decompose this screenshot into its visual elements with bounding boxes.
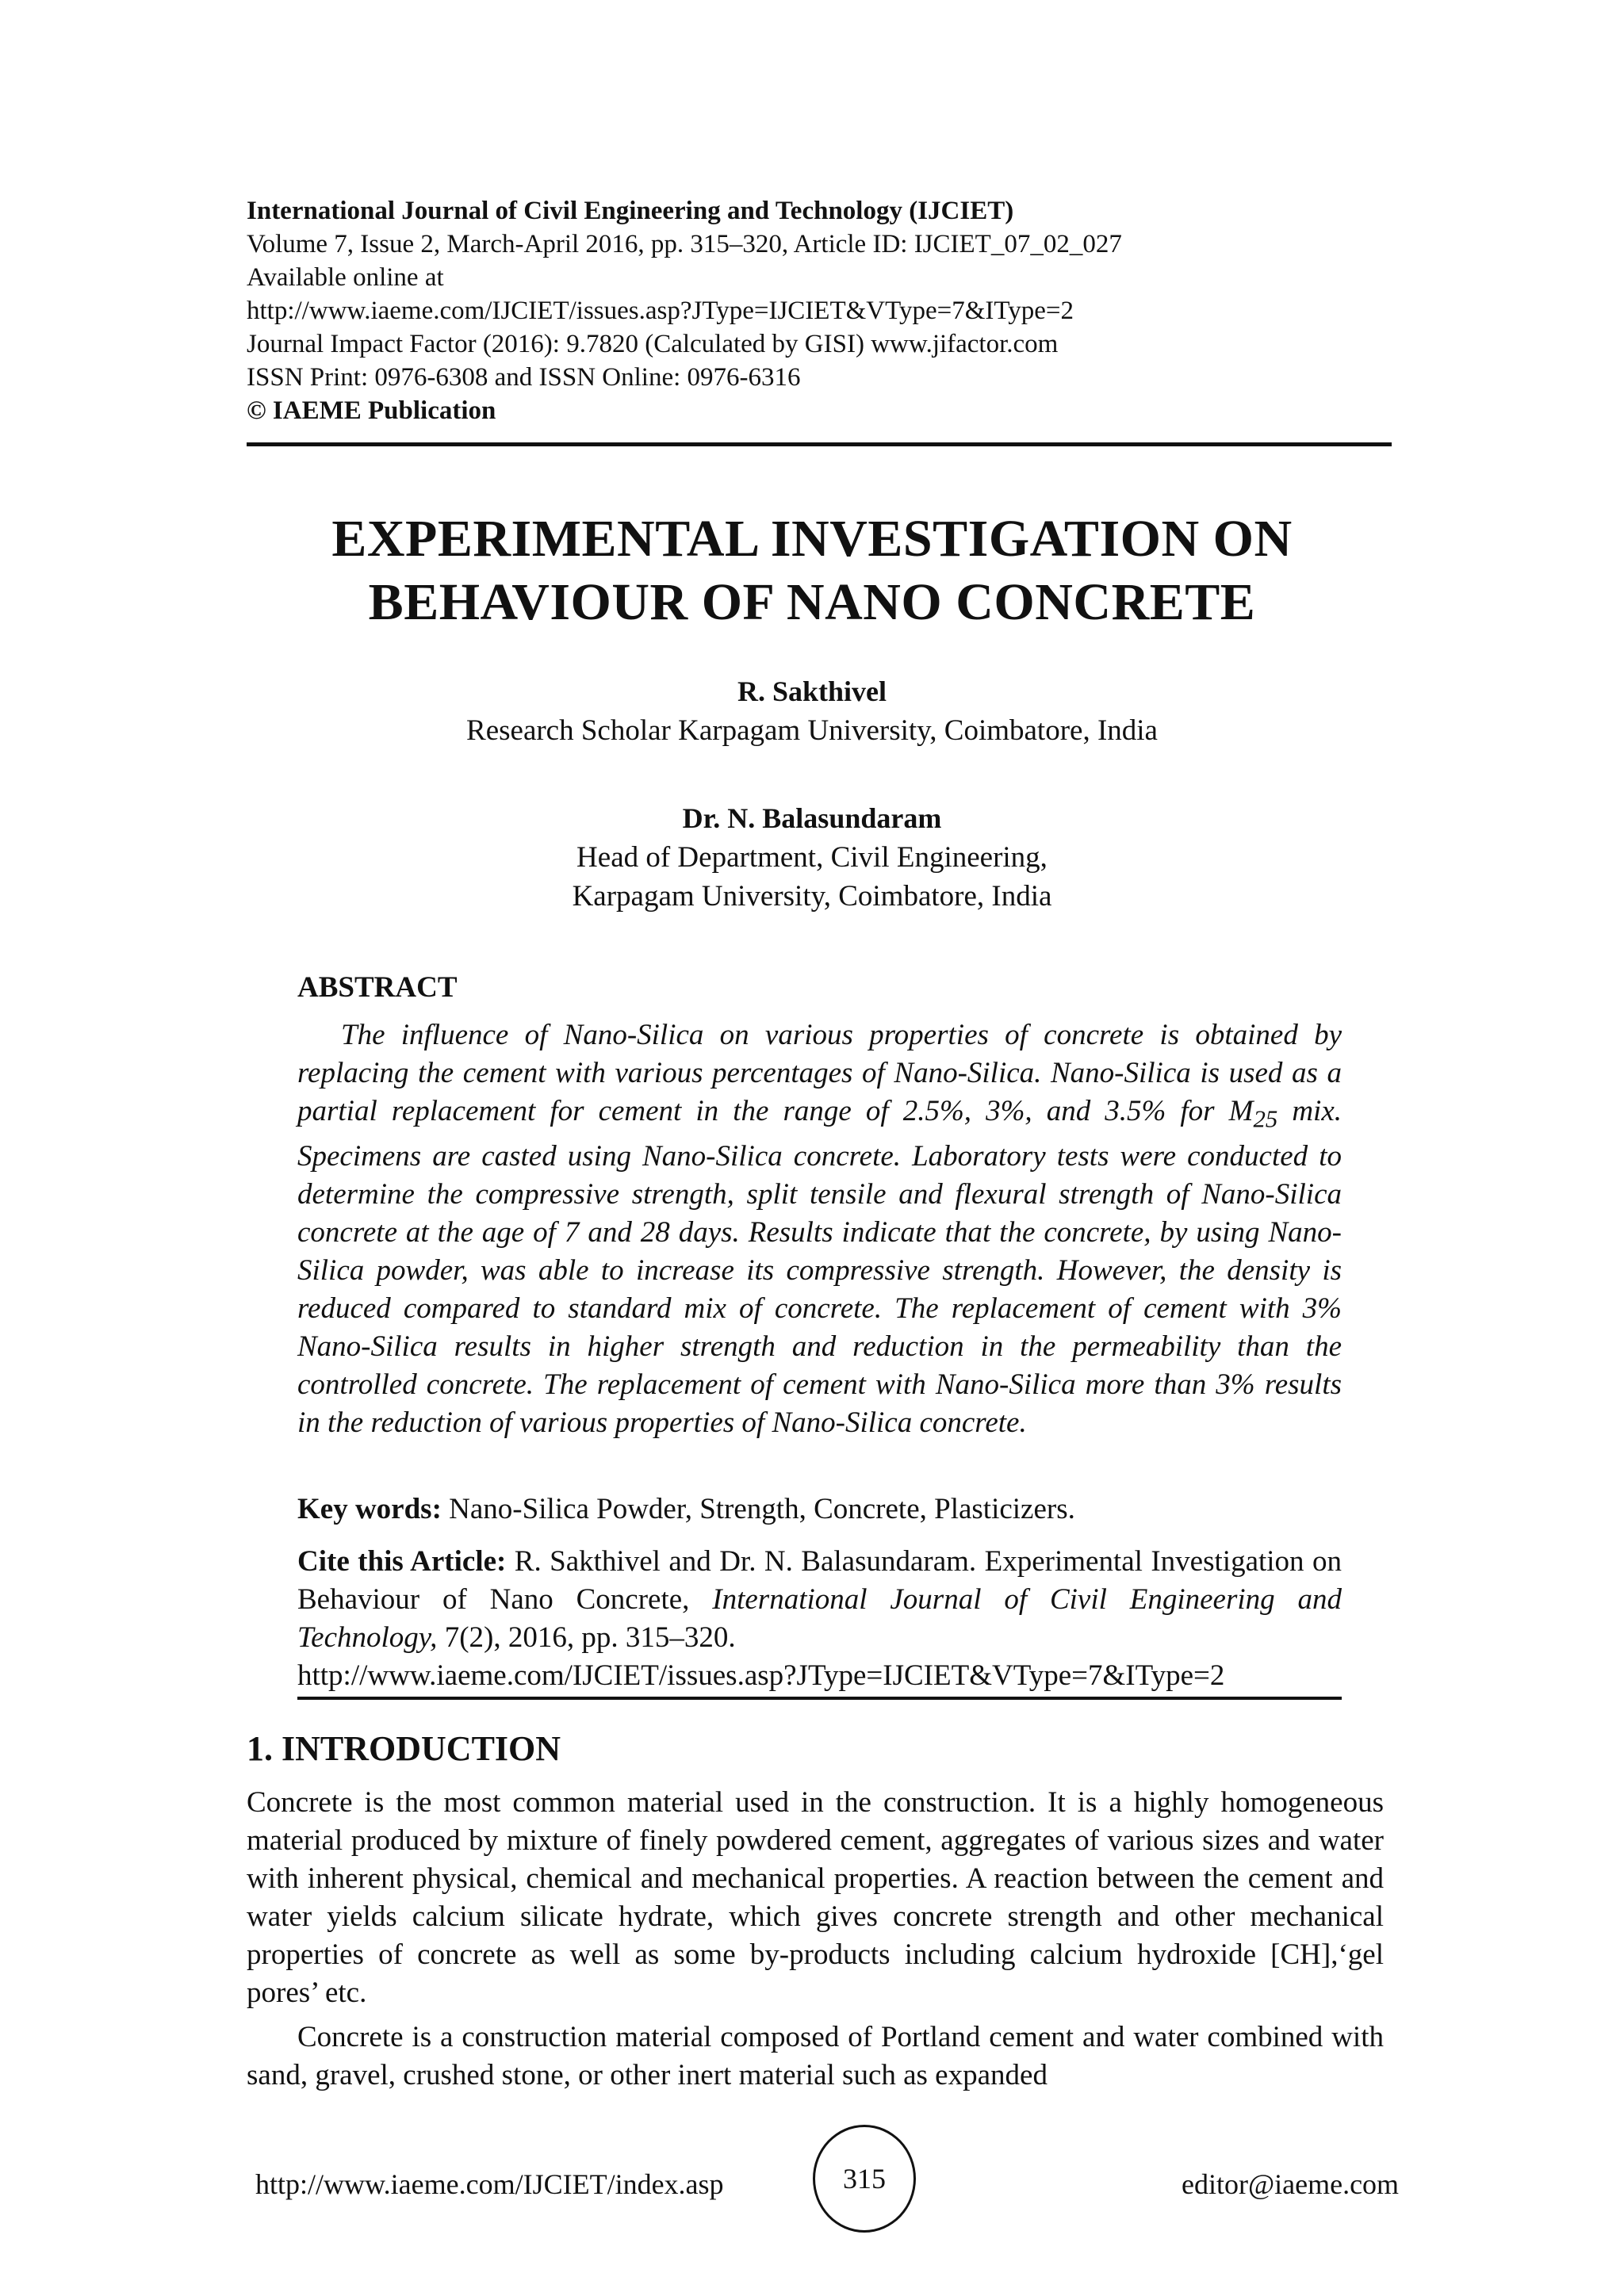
journal-impact-line: Journal Impact Factor (2016): 9.7820 (Calculated by GISI) www.jifactor.com <box>247 330 1059 358</box>
author-affiliation: Research Scholar Karpagam University, Coimbatore, India <box>466 714 1158 747</box>
citation-text-end: 7(2), 2016, pp. 315–320. <box>437 1621 736 1654</box>
intro-paragraph-2: Concrete is a construction material composed of Portland cement and water combined with sand, gravel, crushed stone, or other inert material such as expanded <box>247 2021 1384 2091</box>
abstract-text-part-1: The influence of Nano-Silica on various properties of concrete is obtained by replacing the cement with various percentages of Nano-Silica. Nano-Silica is used as a partial replacement for cement in the range of 2.5%, 3%, and 3.5% for M <box>297 1019 1342 1127</box>
page-number-badge <box>813 2125 916 2233</box>
journal-issues-link[interactable]: http://www.iaeme.com/IJCIET/issues.asp?JType=IJCIET&VType=7&IType=2 <box>247 297 1074 325</box>
footer-journal-link[interactable]: http://www.iaeme.com/IJCIET/index.asp <box>255 2168 724 2200</box>
intro-paragraph-1: Concrete is the most common material used in the construction. It is a highly homogeneous material produced by mixture of finely powdered cement, aggregates of various sizes and water with inherent physical, chemical and mechanical properties. A reaction between the cement and water yields calcium silicate hydrate, which gives concrete strength and other mechanical properties of concrete as well as some by-products including calcium hydroxide [CH],‘gel pores’ etc. <box>247 1786 1384 2009</box>
journal-volume-line: Volume 7, Issue 2, March-April 2016, pp. 315–320, Article ID: IJCIET_07_02_027 <box>247 230 1122 258</box>
author-block-1 <box>159 672 1465 750</box>
journal-copyright: © IAEME Publication <box>247 396 496 425</box>
author-name: Dr. N. Balasundaram <box>682 802 942 834</box>
author-affiliation: Karpagam University, Coimbatore, India <box>572 880 1052 913</box>
paper-title <box>159 507 1465 634</box>
header-divider <box>247 442 1392 446</box>
abstract-text-part-2: mix. Specimens are casted using Nano-Silica concrete. Laboratory tests were conducted to determine the compressive strength, split tensile and flexural strength of Nano-Silica concrete at the age of 7 and 28 days. Results indicate that the concrete, by using Nano-Silica powder, was able to increase its compressive strength. However, the density is reduced compared to standard mix of concrete. The replacement of cement with 3% Nano-Silica results in higher strength and reduction in the permeability than the controlled concrete. The replacement of cement with Nano-Silica more than 3% results in the reduction of various properties of Nano-Silica concrete. <box>297 1095 1342 1440</box>
footer-email-link[interactable]: editor@iaeme.com <box>1182 2168 1400 2200</box>
abstract-subscript: 25 <box>1253 1105 1278 1133</box>
paper-title-line-1: EXPERIMENTAL INVESTIGATION ON <box>331 510 1293 568</box>
page-number: 315 <box>843 2163 886 2195</box>
keywords-text: Nano-Silica Powder, Strength, Concrete, Plasticizers. <box>441 1493 1075 1525</box>
journal-name: International Journal of Civil Engineering and Technology (IJCIET) <box>247 197 1014 225</box>
citation-journal: International Journal of Civil Engineering and Technology, <box>297 1583 1342 1654</box>
author-name: R. Sakthivel <box>737 675 887 707</box>
citation-link[interactable]: http://www.iaeme.com/IJCIET/issues.asp?JType=IJCIET&VType=7&IType=2 <box>297 1659 1225 1692</box>
journal-issn-line: ISSN Print: 0976-6308 and ISSN Online: 0976-6316 <box>247 363 801 392</box>
section-heading-introduction: 1. INTRODUCTION <box>247 1729 561 1768</box>
citation-text: R. Sakthivel and Dr. N. Balasundaram. Experimental Investigation on Behaviour of Nano Concrete, <box>297 1545 1342 1616</box>
author-block-2 <box>159 799 1465 916</box>
abstract-heading: ABSTRACT <box>297 971 458 1004</box>
keywords-label: Key words: <box>297 1493 442 1525</box>
journal-header <box>247 194 1396 427</box>
citation <box>297 1543 1342 1695</box>
citation-label: Cite this Article: <box>297 1545 507 1578</box>
author-affiliation: Head of Department, Civil Engineering, <box>576 841 1048 874</box>
keywords <box>297 1490 1342 1529</box>
paper-title-line-2: BEHAVIOUR OF NANO CONCRETE <box>368 573 1256 631</box>
journal-available-label: Available online at <box>247 263 444 292</box>
citation-divider <box>297 1697 1342 1700</box>
abstract-text <box>297 1016 1342 1442</box>
